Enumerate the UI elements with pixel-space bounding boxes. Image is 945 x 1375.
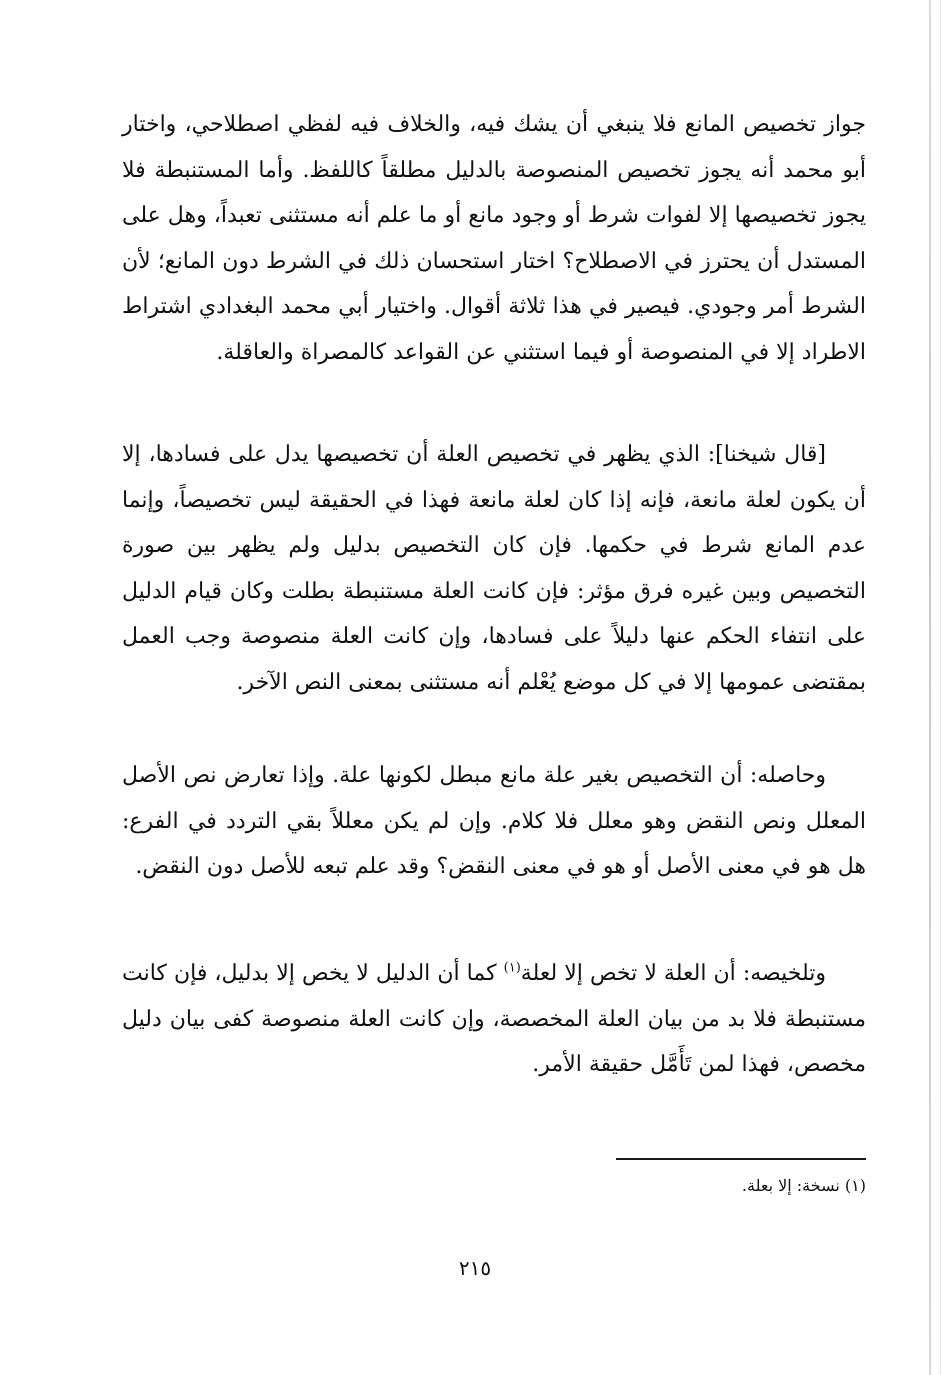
- footnote-marker: (١): [844, 1176, 866, 1195]
- paragraph-3: [122, 753, 866, 890]
- page-edge-line: [940, 0, 941, 1375]
- footnote-separator: [616, 1158, 866, 1160]
- page-edge-shadow: [929, 0, 931, 1375]
- footnote: [500, 1174, 866, 1198]
- paragraph-4: [122, 951, 866, 1088]
- paragraph-3-text: وحاصله: أن التخصيص بغير علة مانع مبطل لكونها علة. وإذا تعارض نص الأصل المعلل ونص النقض وهو معلل فلا كلام. وإن لم يكن معللاً بقي التردد في الفرع: هل هو في معنى الأصل أو هو في معنى النقض؟ وقد علم تبعه للأصل دون النقض.: [122, 763, 866, 879]
- footnote-reference[interactable]: (١): [503, 960, 521, 976]
- footnote-text: نسخة: إلا بعلة.: [741, 1176, 840, 1195]
- paragraph-1: [122, 102, 866, 375]
- paragraph-1-text: جواز تخصيص المانع فلا ينبغي أن يشك فيه، والخلاف فيه لفظي اصطلاحي، واختار أبو محمد أنه يجوز تخصيص المنصوصة بالدليل مطلقاً كاللفظ. وأما المستنبطة فلا يجوز تخصيصها إلا لفوات شرط أو وجود مانع أو ما علم أنه مستثنى تعبداً، وهل على المستدل أن يحترز في الاصطلاح؟ اختار استحسان ذلك في الشرط دون المانع؛ لأن الشرط أمر وجودي. فيصير في هذا ثلاثة أقوال. واختيار أبي محمد البغدادي اشتراط الاطراد إلا في المنصوصة أو فيما استثني عن القواعد كالمصراة والعاقلة.: [122, 112, 866, 365]
- page-number: ٢١٥: [458, 1256, 492, 1280]
- paragraph-4-text-start: وتلخيصه: أن العلة لا تخص إلا لعلة: [520, 961, 826, 986]
- paragraph-2: [122, 432, 866, 705]
- paragraph-4-text: [122, 951, 866, 1088]
- paragraph-4-text-end: كما أن الدليل لا يخص إلا بدليل، فإن كانت مستنبطة فلا بد من بيان العلة المخصصة، وإن كانت العلة منصوصة كفى بيان دليل مخصص، فهذا لمن تَأَمَّل حقيقة الأمر.: [122, 961, 866, 1077]
- paragraph-2-text: [قال شيخنا]: الذي يظهر في تخصيص العلة أن تخصيصها يدل على فسادها، إلا أن يكون لعلة مانعة، فإنه إذا كان لعلة مانعة فهذا في الحقيقة ليس تخصيصاً، وإنما عدم المانع شرط في حكمها. فإن كان التخصيص بدليل ولم يظهر بين صورة التخصيص وبين غيره فرق مؤثر: فإن كانت العلة مستنبطة بطلت وكان قيام الدليل على انتفاء الحكم عنها دليلاً على فسادها، وإن كانت العلة منصوصة وجب العمل بمقتضى عمومها إلا في كل موضع يُعْلم أنه مستثنى بمعنى النص الآخر.: [122, 442, 866, 695]
